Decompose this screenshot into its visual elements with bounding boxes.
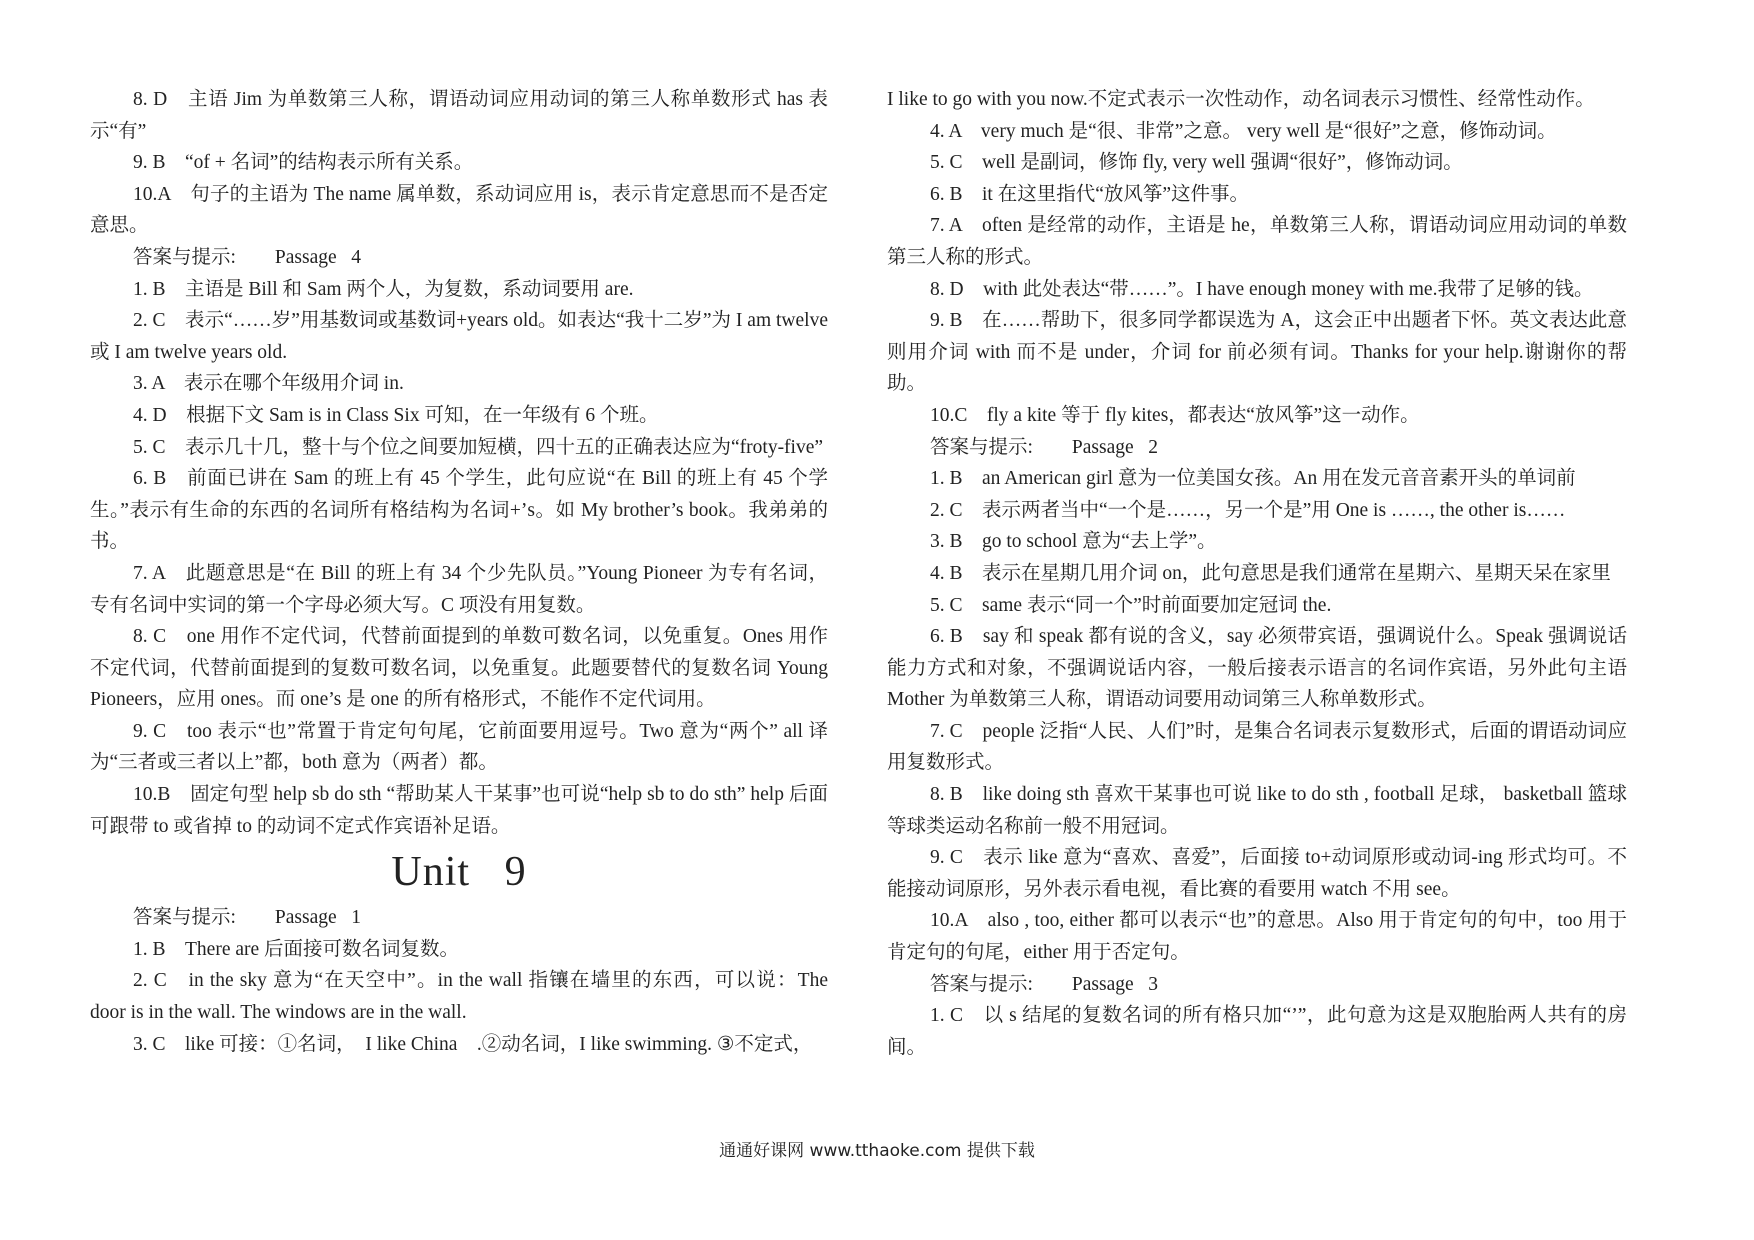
section-heading: 答案与提示: Passage 3 xyxy=(930,973,1159,995)
answer-paragraph: 5. C same 表示“同一个”时前面要加定冠词 the. xyxy=(930,594,1332,616)
answer-paragraph: 9. B 在……帮助下，很多同学都误选为 A，这会正中出题者下怀。英文表达此意则用介词 with 而不是 under，介词 for 前必须有词。Thanks for your help.谢谢你的帮助。 xyxy=(887,310,1627,395)
section-heading: 答案与提示: Passage 1 xyxy=(133,907,362,929)
right-column xyxy=(887,84,1627,1063)
answer-paragraph: 5. C well 是副词，修饰 fly, very well 强调“很好”，修饰动词。 xyxy=(930,152,1463,174)
answer-paragraph: 8. D with 此处表达“带……”。I have enough money with me.我带了足够的钱。 xyxy=(930,278,1594,300)
answer-paragraph: 5. C 表示几十几，整十与个位之间要加短横，四十五的正确表达应为“froty-five” xyxy=(133,436,824,458)
answer-paragraph: 1. C 以 s 结尾的复数名词的所有格只加“’”，此句意为这是双胞胎两人共有的房间。 xyxy=(887,1005,1627,1058)
section-heading: 答案与提示: Passage 4 xyxy=(133,246,362,268)
answer-paragraph: 4. B 表示在星期几用介词 on，此句意思是我们通常在星期六、星期天呆在家里 xyxy=(930,562,1611,584)
answer-paragraph: 3. A 表示在哪个年级用介词 in. xyxy=(133,373,404,395)
answer-paragraph: 1. B an American girl 意为一位美国女孩。An 用在发元音音素开头的单词前 xyxy=(930,468,1576,490)
answer-paragraph: 2. C in the sky 意为“在天空中”。in the wall 指镶在墙里的东西，可以说：The door is in the wall. The windows are in the wall. xyxy=(90,970,828,1024)
answer-paragraph: 10.A also , too, either 都可以表示“也”的意思。Also 用于肯定句的句中，too 用于肯定句的句尾，either 用于否定句。 xyxy=(887,910,1627,964)
answer-paragraph: 9. C too 表示“也”常置于肯定句句尾，它前面要用逗号。Two 意为“两个” all 译为“三者或三者以上”都，both 意为（两者）都。 xyxy=(90,720,828,774)
unit-title: Unit 9 xyxy=(391,849,527,896)
answer-paragraph: 6. B say 和 speak 都有说的含义，say 必须带宾语，强调说什么。Speak 强调说话能力方式和对象，不强调说话内容，一般后接表示语言的名词作宾语，另外此句主语 Mother 为单数第三人称，谓语动词要用动词第三人称单数形式。 xyxy=(887,626,1627,711)
answer-paragraph: 8. B like doing sth 喜欢干某事也可说 like to do sth , football 足球， basketball 篮球等球类运动名称前一般不用冠词。 xyxy=(887,784,1627,837)
answer-paragraph: 9. C 表示 like 意为“喜欢、喜爱”，后面接 to+动词原形或动词-ing 形式均可。不能接动词原形，另外表示看电视，看比赛的看要用 watch 不用 see。 xyxy=(887,847,1627,900)
answer-paragraph: 10.A 句子的主语为 The name 属单数，系动词应用 is，表示肯定意思而不是否定意思。 xyxy=(90,183,828,237)
answer-paragraph: 2. C 表示两者当中“一个是……，另一个是”用 One is ……, the other is…… xyxy=(930,499,1566,521)
left-column xyxy=(90,84,828,1060)
answer-paragraph: I like to go with you now.不定式表示一次性动作，动名词表示习惯性、经常性动作。 xyxy=(887,89,1595,110)
section-heading: 答案与提示: Passage 2 xyxy=(930,436,1159,458)
answer-paragraph: 7. A often 是经常的动作，主语是 he，单数第三人称，谓语动词应用动词的单数第三人称的形式。 xyxy=(887,215,1627,268)
answer-paragraph: 10.B 固定句型 help sb do sth “帮助某人干某事”也可说“help sb to do sth” help 后面可跟带 to 或省掉 to 的动词不定式作宾语补足语。 xyxy=(90,784,828,837)
answer-paragraph: 1. B 主语是 Bill 和 Sam 两个人，为复数，系动词要用 are. xyxy=(133,278,634,300)
answer-paragraph: 8. C one 用作不定代词，代替前面提到的单数可数名词，以免重复。Ones 用作不定代词，代替前面提到的复数可数名词，以免重复。此题要替代的复数名词 Young Pioneers，应用 ones。而 one’s 是 one 的所有格形式，不能作不定代词用。 xyxy=(90,626,828,711)
answer-paragraph: 10.C fly a kite 等于 fly kites，都表达“放风筝”这一动作。 xyxy=(930,404,1420,426)
answer-paragraph: 7. A 此题意思是“在 Bill 的班上有 34 个少先队员。”Young Pioneer 为专有名词，专有名词中实词的第一个字母必须大写。C 项没有用复数。 xyxy=(90,562,828,616)
answer-paragraph: 6. B 前面已讲在 Sam 的班上有 45 个学生，此句应说“在 Bill 的班上有 45 个学生。”表示有生命的东西的名词所有格结构为名词+’s。如 My brother’s book。我弟弟的书。 xyxy=(90,468,828,553)
answer-paragraph: 3. C like 可接：①名词， I like China .②动名词，I like swimming. ③不定式， xyxy=(133,1033,813,1055)
answer-paragraph: 3. B go to school 意为“去上学”。 xyxy=(930,531,1217,553)
answer-paragraph: 7. C people 泛指“人民、人们”时，是集合名词表示复数形式，后面的谓语动词应用复数形式。 xyxy=(887,720,1627,774)
page-footer: 通通好课网 www.tthaoke.com 提供下载 xyxy=(719,1141,1035,1161)
answer-paragraph: 1. B There are 后面接可数名词复数。 xyxy=(133,938,460,960)
answer-paragraph: 4. A very much 是“很、非常”之意。 very well 是“很好”之意，修饰动词。 xyxy=(930,120,1557,142)
answer-paragraph: 9. B “of + 名词”的结构表示所有关系。 xyxy=(133,152,474,174)
answer-paragraph: 8. D 主语 Jim 为单数第三人称，谓语动词应用动词的第三人称单数形式 has 表示“有” xyxy=(90,89,828,142)
answer-paragraph: 2. C 表示“……岁”用基数词或基数词+years old。如表达“我十二岁”为 I am twelve 或 I am twelve years old. xyxy=(90,310,828,363)
answer-paragraph: 6. B it 在这里指代“放风筝”这件事。 xyxy=(930,183,1250,205)
answer-paragraph: 4. D 根据下文 Sam is in Class Six 可知，在一年级有 6 个班。 xyxy=(133,404,659,426)
